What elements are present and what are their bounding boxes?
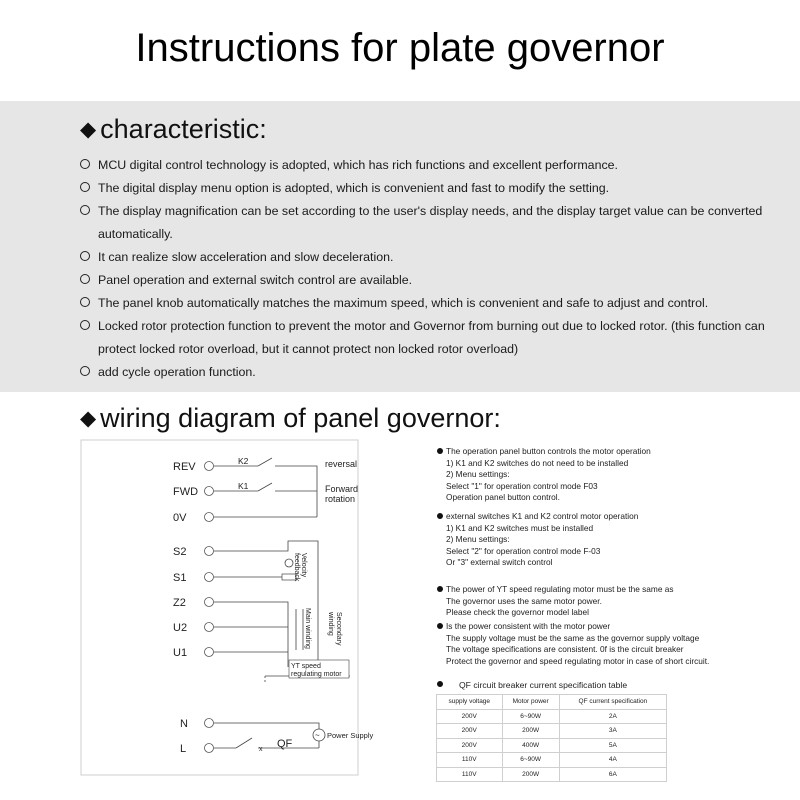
table-cell: 6~90W: [502, 753, 559, 768]
terminal-u2: [205, 623, 214, 632]
note-line: 1) K1 and K2 switches do not need to be installed: [446, 457, 629, 468]
qf-table-title: [437, 680, 627, 690]
forward-label-2: rotation: [325, 494, 356, 504]
terminal-z2-label: Z2: [173, 597, 186, 609]
table-cell: 200V: [437, 738, 503, 753]
wiring-heading-text: wiring diagram of panel governor:: [100, 403, 501, 433]
reversal-label: reversal: [325, 459, 358, 469]
terminal-0v: [205, 513, 214, 522]
note-head: external switches K1 and K2 control motor operation: [446, 511, 639, 521]
table-row: [437, 767, 667, 782]
table-header: supply voltage: [437, 695, 503, 710]
wire-z2: [214, 602, 288, 667]
diamond-icon: ◆: [80, 407, 97, 430]
note-head: Is the power consistent with the motor power: [446, 621, 611, 631]
bullet-dot-icon: [437, 448, 443, 454]
table-row: [437, 753, 667, 768]
table-header: QF current specification: [559, 695, 666, 710]
switch-k2: [258, 458, 272, 466]
k2-label: K2: [238, 456, 249, 466]
x-label: x: [259, 746, 263, 753]
forward-label-1: Forward: [325, 484, 359, 494]
table-header: Motor power: [502, 695, 559, 710]
table-row: [437, 724, 667, 739]
secondary-label-1: Secondary: [335, 612, 342, 646]
bullet-dot-icon: [437, 623, 443, 629]
note-external-switch: [437, 511, 638, 569]
table-cell: 2A: [559, 709, 666, 724]
note-line: Protect the governor and speed regulating motor in case of short circuit.: [446, 655, 710, 666]
velocity-label-2: feedback: [293, 553, 300, 582]
table-cell: 5A: [559, 738, 666, 753]
switch-qf: [236, 738, 252, 748]
table-cell: 200W: [502, 767, 559, 782]
terminal-l-label: L: [180, 743, 187, 755]
note-line: The governor uses the same motor power.: [446, 595, 602, 606]
terminal-s2-label: S2: [173, 546, 187, 558]
note-line: The supply voltage must be the same as the governor supply voltage: [446, 632, 700, 643]
switch-k1: [258, 483, 272, 491]
table-row: [437, 709, 667, 724]
table-cell: 200V: [437, 709, 503, 724]
note-head: The operation panel button controls the motor operation: [446, 446, 651, 456]
terminal-z2: [205, 598, 214, 607]
table-cell: 4A: [559, 753, 666, 768]
note-motor-power: [437, 584, 674, 619]
terminal-u2-label: U2: [173, 622, 188, 634]
note-power-consistency: [437, 621, 709, 667]
list-item-text: The digital display menu option is adopted, which is convenient and fast to modify the setting.: [98, 181, 610, 195]
terminal-rev: [205, 462, 214, 471]
qf-spec-table: [436, 694, 667, 782]
yt-label-2: regulating motor: [291, 671, 342, 678]
table-cell: 200V: [437, 724, 503, 739]
wire-rev-common: [275, 466, 317, 517]
qf-table-title-text: QF circuit breaker current specification table: [459, 680, 628, 690]
k1-label: K1: [238, 481, 249, 491]
bullet-dot-icon: [437, 681, 443, 687]
main-winding-label: Main winding: [304, 608, 311, 649]
table-cell: 6A: [559, 767, 666, 782]
secondary-label-2: winding: [327, 612, 334, 636]
note-line: Please check the governor model label: [446, 607, 589, 618]
list-item-text: add cycle operation function.: [98, 365, 256, 379]
note-line: 2) Menu settings:: [446, 534, 510, 545]
note-head: The power of YT speed regulating motor must be the same as: [446, 584, 674, 594]
list-item-text: Locked rotor protection function to prevent the motor and Governor from burning out due to locked rotor. (this function can protect locked rotor overload, but it cannot protect non locked rotor overload): [98, 319, 765, 356]
table-cell: 3A: [559, 724, 666, 739]
terminal-u1: [205, 648, 214, 657]
table-cell: 6~90W: [502, 709, 559, 724]
terminal-l: [205, 744, 214, 753]
power-supply-label: Power Supply: [327, 731, 374, 740]
list-item-text: MCU digital control technology is adopted, which has rich functions and excellent performance.: [98, 158, 618, 172]
qf-label: QF: [277, 738, 293, 750]
table-cell: 110V: [437, 767, 503, 782]
terminal-fwd-label: FWD: [173, 486, 199, 498]
tilde-label: ~: [315, 731, 320, 740]
table-header-row: [437, 695, 667, 710]
terminal-n: [205, 719, 214, 728]
note-line: Or "3" external switch control: [446, 557, 553, 568]
terminal-fwd: [205, 487, 214, 496]
note-line: Select "2" for operation control mode F-03: [446, 545, 601, 556]
list-item-text: It can realize slow acceleration and slow deceleration.: [98, 250, 394, 264]
diamond-icon: ◆: [80, 118, 97, 141]
governor-panel-frame: [81, 440, 358, 775]
bullet-dot-icon: [437, 586, 443, 592]
terminal-u1-label: U1: [173, 647, 188, 659]
note-line: 2) Menu settings:: [446, 469, 510, 480]
bullet-dot-icon: [437, 513, 443, 519]
list-item-text: Panel operation and external switch control are available.: [98, 273, 413, 287]
table-cell: 200W: [502, 724, 559, 739]
note-line: Select "1" for operation control mode F03: [446, 480, 598, 491]
note-line: Operation panel button control.: [446, 492, 560, 503]
terminal-s1-label: S1: [173, 572, 187, 584]
table-row: [437, 738, 667, 753]
terminal-s1: [205, 573, 214, 582]
list-item-text: The panel knob automatically matches the maximum speed, which is convenient and safe to adjust and control.: [98, 296, 709, 310]
terminal-0v-label: 0V: [173, 512, 187, 524]
velocity-sensor-icon: [285, 559, 293, 567]
velocity-label-1: Velocity: [300, 553, 307, 578]
note-line: The voltage specifications are consistent. 0f is the circuit breaker: [446, 644, 684, 655]
note-panel-button: [437, 446, 651, 504]
wire-n: [214, 723, 319, 748]
yt-label-1: YT speed: [291, 663, 321, 670]
note-line: 1) K1 and K2 switches must be installed: [446, 522, 594, 533]
terminal-rev-label: REV: [173, 461, 196, 473]
terminal-n-label: N: [180, 718, 188, 730]
list-item-text: The display magnification can be set according to the user's display needs, and the display target value can be converted automatically.: [98, 204, 763, 241]
table-cell: 400W: [502, 738, 559, 753]
page-title: Instructions for plate governor: [135, 26, 665, 70]
table-cell: 110V: [437, 753, 503, 768]
terminal-s2: [205, 547, 214, 556]
characteristic-heading-text: characteristic:: [100, 114, 267, 144]
